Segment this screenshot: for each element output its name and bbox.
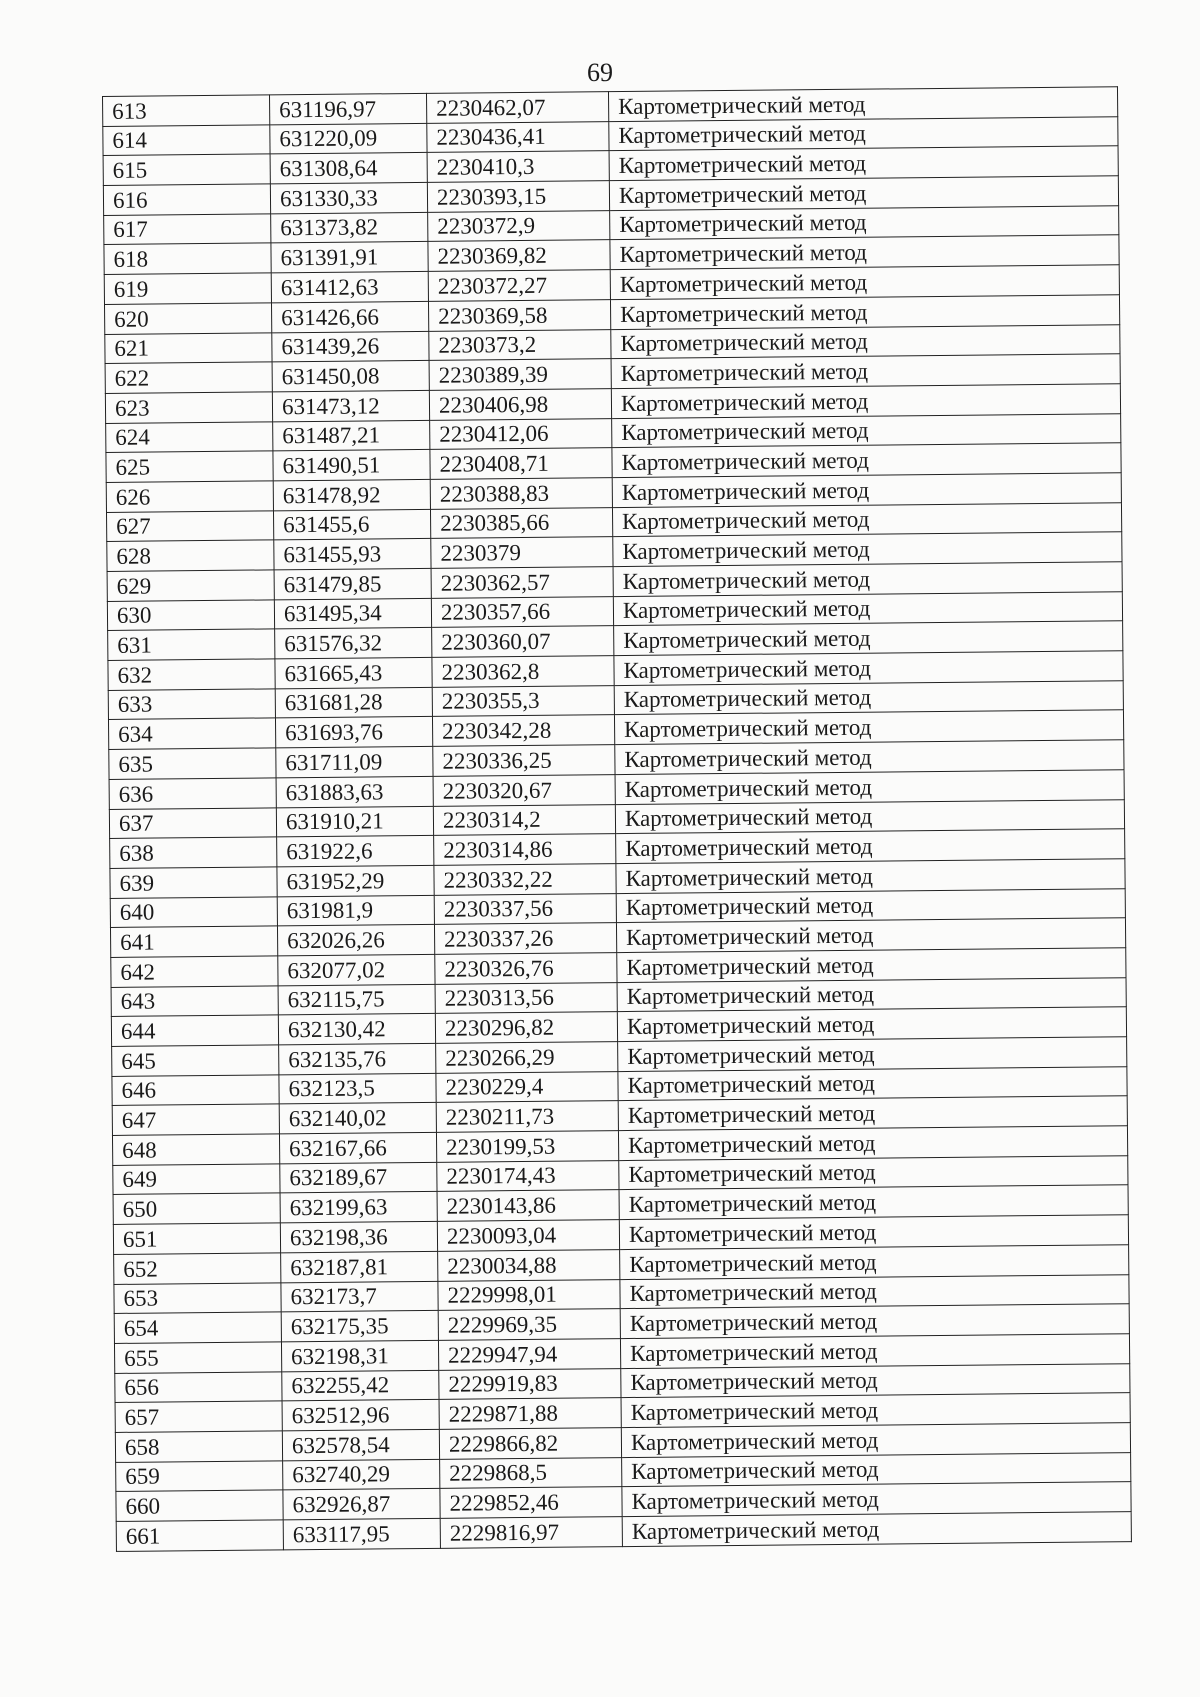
y-coordinate-cell: 2230372,27 bbox=[428, 270, 610, 301]
y-coordinate-cell: 2230199,53 bbox=[436, 1131, 618, 1162]
x-coordinate-cell: 632512,96 bbox=[282, 1400, 439, 1431]
x-coordinate-cell: 631479,85 bbox=[274, 568, 431, 599]
x-coordinate-cell: 631220,09 bbox=[270, 123, 427, 154]
x-coordinate-cell: 632255,42 bbox=[282, 1370, 439, 1401]
x-coordinate-cell: 632740,29 bbox=[283, 1459, 440, 1490]
point-number-cell: 622 bbox=[105, 362, 272, 393]
method-cell: Картометрический метод bbox=[619, 1215, 1128, 1250]
point-number-cell: 635 bbox=[109, 748, 276, 779]
method-cell: Картометрический метод bbox=[613, 562, 1122, 597]
x-coordinate-cell: 631490,51 bbox=[273, 450, 430, 481]
method-cell: Картометрический метод bbox=[618, 1037, 1127, 1072]
x-coordinate-cell: 631455,6 bbox=[273, 509, 430, 540]
point-number-cell: 644 bbox=[111, 1015, 278, 1046]
method-cell: Картометрический метод bbox=[617, 948, 1126, 983]
point-number-cell: 618 bbox=[104, 243, 271, 274]
x-coordinate-cell: 632123,5 bbox=[279, 1073, 436, 1104]
point-number-cell: 640 bbox=[110, 896, 277, 927]
x-coordinate-cell: 632926,87 bbox=[283, 1489, 440, 1520]
y-coordinate-cell: 2230337,56 bbox=[434, 893, 616, 924]
point-number-cell: 642 bbox=[111, 956, 278, 987]
y-coordinate-cell: 2230372,9 bbox=[428, 210, 610, 241]
point-number-cell: 628 bbox=[107, 540, 274, 571]
y-coordinate-cell: 2230360,07 bbox=[432, 626, 614, 657]
point-number-cell: 651 bbox=[113, 1223, 280, 1254]
point-number-cell: 641 bbox=[110, 926, 277, 957]
method-cell: Картометрический метод bbox=[621, 1363, 1130, 1398]
point-number-cell: 646 bbox=[112, 1075, 279, 1106]
x-coordinate-cell: 631478,92 bbox=[273, 479, 430, 510]
x-coordinate-cell: 631373,82 bbox=[271, 212, 428, 243]
method-cell: Картометрический метод bbox=[616, 888, 1125, 923]
point-number-cell: 657 bbox=[115, 1401, 282, 1432]
x-coordinate-cell: 631693,76 bbox=[275, 717, 432, 748]
y-coordinate-cell: 2230266,29 bbox=[436, 1042, 618, 1073]
point-number-cell: 629 bbox=[107, 570, 274, 601]
x-coordinate-cell: 631576,32 bbox=[275, 628, 432, 659]
y-coordinate-cell: 2229969,35 bbox=[438, 1309, 620, 1340]
x-coordinate-cell: 632175,35 bbox=[281, 1311, 438, 1342]
method-cell: Картометрический метод bbox=[612, 502, 1121, 537]
point-number-cell: 654 bbox=[114, 1312, 281, 1343]
method-cell: Картометрический метод bbox=[614, 680, 1123, 715]
x-coordinate-cell: 632115,75 bbox=[278, 984, 435, 1015]
point-number-cell: 660 bbox=[116, 1490, 283, 1521]
method-cell: Картометрический метод bbox=[619, 1185, 1128, 1220]
x-coordinate-cell: 631487,21 bbox=[273, 420, 430, 451]
method-cell: Картометрический метод bbox=[614, 710, 1123, 745]
x-coordinate-cell: 631455,93 bbox=[274, 539, 431, 570]
y-coordinate-cell: 2229998,01 bbox=[438, 1279, 620, 1310]
point-number-cell: 638 bbox=[110, 837, 277, 868]
coordinates-table bbox=[102, 86, 1132, 1551]
point-number-cell: 634 bbox=[108, 718, 275, 749]
method-cell: Картометрический метод bbox=[622, 1512, 1131, 1547]
method-cell: Картометрический метод bbox=[611, 324, 1120, 359]
y-coordinate-cell: 2230034,88 bbox=[438, 1249, 620, 1280]
y-coordinate-cell: 2230362,8 bbox=[432, 656, 614, 687]
point-number-cell: 648 bbox=[112, 1134, 279, 1165]
x-coordinate-cell: 632077,02 bbox=[278, 954, 435, 985]
y-coordinate-cell: 2230093,04 bbox=[437, 1220, 619, 1251]
y-coordinate-cell: 2229871,88 bbox=[439, 1398, 621, 1429]
point-number-cell: 613 bbox=[103, 95, 270, 126]
x-coordinate-cell: 631922,6 bbox=[277, 836, 434, 867]
x-coordinate-cell: 631952,29 bbox=[277, 865, 434, 896]
y-coordinate-cell: 2230314,86 bbox=[434, 834, 616, 865]
y-coordinate-cell: 2230408,71 bbox=[430, 448, 612, 479]
coordinates-table-container bbox=[102, 86, 1131, 1551]
point-number-cell: 649 bbox=[113, 1164, 280, 1195]
x-coordinate-cell: 631391,91 bbox=[271, 242, 428, 273]
point-number-cell: 614 bbox=[103, 125, 270, 156]
method-cell: Картометрический метод bbox=[615, 770, 1124, 805]
point-number-cell: 632 bbox=[108, 659, 275, 690]
x-coordinate-cell: 631711,09 bbox=[276, 746, 433, 777]
method-cell: Картометрический метод bbox=[608, 87, 1117, 122]
point-number-cell: 621 bbox=[105, 332, 272, 363]
y-coordinate-cell: 2230362,57 bbox=[431, 567, 613, 598]
method-cell: Картометрический метод bbox=[615, 799, 1124, 834]
x-coordinate-cell: 632578,54 bbox=[282, 1429, 439, 1460]
x-coordinate-cell: 632198,36 bbox=[280, 1221, 437, 1252]
point-number-cell: 650 bbox=[113, 1193, 280, 1224]
method-cell: Картометрический метод bbox=[617, 1007, 1126, 1042]
method-cell: Картометрический метод bbox=[609, 146, 1118, 181]
x-coordinate-cell: 632026,26 bbox=[277, 925, 434, 956]
point-number-cell: 647 bbox=[112, 1104, 279, 1135]
x-coordinate-cell: 631981,9 bbox=[277, 895, 434, 926]
method-cell: Картометрический метод bbox=[620, 1274, 1129, 1309]
x-coordinate-cell: 633117,95 bbox=[283, 1518, 440, 1549]
x-coordinate-cell: 631412,63 bbox=[271, 272, 428, 303]
method-cell: Картометрический метод bbox=[612, 473, 1121, 508]
y-coordinate-cell: 2230342,28 bbox=[432, 715, 614, 746]
y-coordinate-cell: 2230410,3 bbox=[427, 151, 609, 182]
point-number-cell: 617 bbox=[104, 214, 271, 245]
x-coordinate-cell: 632167,66 bbox=[279, 1132, 436, 1163]
x-coordinate-cell: 632187,81 bbox=[281, 1251, 438, 1282]
point-number-cell: 624 bbox=[106, 421, 273, 452]
y-coordinate-cell: 2230357,66 bbox=[431, 596, 613, 627]
y-coordinate-cell: 2230229,4 bbox=[436, 1071, 618, 1102]
method-cell: Картометрический метод bbox=[616, 918, 1125, 953]
method-cell: Картометрический метод bbox=[613, 532, 1122, 567]
method-cell: Картометрический метод bbox=[618, 1096, 1127, 1131]
y-coordinate-cell: 2230369,58 bbox=[428, 299, 610, 330]
y-coordinate-cell: 2230336,25 bbox=[433, 745, 615, 776]
y-coordinate-cell: 2230388,83 bbox=[430, 478, 612, 509]
x-coordinate-cell: 632135,76 bbox=[279, 1043, 436, 1074]
y-coordinate-cell: 2230174,43 bbox=[437, 1160, 619, 1191]
method-cell: Картометрический метод bbox=[618, 1126, 1127, 1161]
method-cell: Картометрический метод bbox=[620, 1304, 1129, 1339]
y-coordinate-cell: 2230436,41 bbox=[427, 121, 609, 152]
point-number-cell: 625 bbox=[106, 451, 273, 482]
x-coordinate-cell: 632140,02 bbox=[279, 1103, 436, 1134]
point-number-cell: 616 bbox=[103, 184, 270, 215]
point-number-cell: 615 bbox=[103, 154, 270, 185]
method-cell: Картометрический метод bbox=[615, 740, 1124, 775]
x-coordinate-cell: 631426,66 bbox=[271, 301, 428, 332]
y-coordinate-cell: 2230296,82 bbox=[435, 1012, 617, 1043]
point-number-cell: 652 bbox=[114, 1253, 281, 1284]
y-coordinate-cell: 2230320,67 bbox=[433, 774, 615, 805]
y-coordinate-cell: 2230373,2 bbox=[429, 329, 611, 360]
x-coordinate-cell: 632189,67 bbox=[280, 1162, 437, 1193]
y-coordinate-cell: 2230143,86 bbox=[437, 1190, 619, 1221]
method-cell: Картометрический метод bbox=[609, 116, 1118, 151]
coordinates-table-body bbox=[103, 87, 1132, 1551]
method-cell: Картометрический метод bbox=[609, 176, 1118, 211]
method-cell: Картометрический метод bbox=[611, 384, 1120, 419]
y-coordinate-cell: 2230393,15 bbox=[427, 181, 609, 212]
x-coordinate-cell: 632173,7 bbox=[281, 1281, 438, 1312]
method-cell: Картометрический метод bbox=[619, 1155, 1128, 1190]
y-coordinate-cell: 2230314,2 bbox=[433, 804, 615, 835]
point-number-cell: 626 bbox=[106, 481, 273, 512]
point-number-cell: 645 bbox=[112, 1045, 279, 1076]
x-coordinate-cell: 631196,97 bbox=[269, 93, 426, 124]
point-number-cell: 661 bbox=[116, 1520, 283, 1551]
point-number-cell: 620 bbox=[104, 303, 271, 334]
y-coordinate-cell: 2229852,46 bbox=[440, 1487, 622, 1518]
y-coordinate-cell: 2230406,98 bbox=[429, 388, 611, 419]
point-number-cell: 633 bbox=[108, 689, 275, 720]
y-coordinate-cell: 2230355,3 bbox=[432, 685, 614, 716]
x-coordinate-cell: 631330,33 bbox=[270, 182, 427, 213]
x-coordinate-cell: 632198,31 bbox=[281, 1340, 438, 1371]
point-number-cell: 643 bbox=[111, 985, 278, 1016]
method-cell: Картометрический метод bbox=[618, 1066, 1127, 1101]
point-number-cell: 627 bbox=[106, 510, 273, 541]
method-cell: Картометрический метод bbox=[616, 829, 1125, 864]
point-number-cell: 658 bbox=[115, 1431, 282, 1462]
point-number-cell: 639 bbox=[110, 867, 277, 898]
x-coordinate-cell: 631439,26 bbox=[272, 331, 429, 362]
point-number-cell: 656 bbox=[115, 1371, 282, 1402]
y-coordinate-cell: 2230389,39 bbox=[429, 359, 611, 390]
y-coordinate-cell: 2229868,5 bbox=[440, 1457, 622, 1488]
method-cell: Картометрический метод bbox=[622, 1452, 1131, 1487]
y-coordinate-cell: 2229947,94 bbox=[438, 1338, 620, 1369]
y-coordinate-cell: 2230462,07 bbox=[426, 92, 608, 123]
y-coordinate-cell: 2230313,56 bbox=[435, 982, 617, 1013]
x-coordinate-cell: 631883,63 bbox=[276, 776, 433, 807]
method-cell: Картометрический метод bbox=[610, 235, 1119, 270]
method-cell: Картометрический метод bbox=[620, 1245, 1129, 1280]
method-cell: Картометрический метод bbox=[620, 1334, 1129, 1369]
y-coordinate-cell: 2230332,22 bbox=[434, 863, 616, 894]
y-coordinate-cell: 2230211,73 bbox=[436, 1101, 618, 1132]
method-cell: Картометрический метод bbox=[613, 591, 1122, 626]
method-cell: Картометрический метод bbox=[611, 354, 1120, 389]
method-cell: Картометрический метод bbox=[610, 295, 1119, 330]
method-cell: Картометрический метод bbox=[610, 265, 1119, 300]
method-cell: Картометрический метод bbox=[621, 1393, 1130, 1428]
method-cell: Картометрический метод bbox=[612, 443, 1121, 478]
point-number-cell: 623 bbox=[105, 392, 272, 423]
y-coordinate-cell: 2230369,82 bbox=[428, 240, 610, 271]
method-cell: Картометрический метод bbox=[616, 859, 1125, 894]
x-coordinate-cell: 631473,12 bbox=[272, 390, 429, 421]
method-cell: Картометрический метод bbox=[622, 1482, 1131, 1517]
y-coordinate-cell: 2230326,76 bbox=[435, 953, 617, 984]
x-coordinate-cell: 631665,43 bbox=[275, 657, 432, 688]
x-coordinate-cell: 632199,63 bbox=[280, 1192, 437, 1223]
y-coordinate-cell: 2230379 bbox=[431, 537, 613, 568]
y-coordinate-cell: 2229816,97 bbox=[440, 1517, 622, 1548]
point-number-cell: 630 bbox=[107, 600, 274, 631]
y-coordinate-cell: 2229866,82 bbox=[439, 1428, 621, 1459]
y-coordinate-cell: 2229919,83 bbox=[439, 1368, 621, 1399]
y-coordinate-cell: 2230385,66 bbox=[430, 507, 612, 538]
point-number-cell: 653 bbox=[114, 1282, 281, 1313]
method-cell: Картометрический метод bbox=[614, 621, 1123, 656]
x-coordinate-cell: 631495,34 bbox=[274, 598, 431, 629]
method-cell: Картометрический метод bbox=[614, 651, 1123, 686]
y-coordinate-cell: 2230337,26 bbox=[434, 923, 616, 954]
method-cell: Картометрический метод bbox=[610, 205, 1119, 240]
point-number-cell: 659 bbox=[116, 1460, 283, 1491]
x-coordinate-cell: 631910,21 bbox=[276, 806, 433, 837]
x-coordinate-cell: 631308,64 bbox=[270, 153, 427, 184]
method-cell: Картометрический метод bbox=[612, 413, 1121, 448]
point-number-cell: 636 bbox=[109, 778, 276, 809]
x-coordinate-cell: 631681,28 bbox=[275, 687, 432, 718]
point-number-cell: 655 bbox=[114, 1342, 281, 1373]
method-cell: Картометрический метод bbox=[621, 1423, 1130, 1458]
x-coordinate-cell: 631450,08 bbox=[272, 361, 429, 392]
y-coordinate-cell: 2230412,06 bbox=[430, 418, 612, 449]
point-number-cell: 637 bbox=[109, 807, 276, 838]
x-coordinate-cell: 632130,42 bbox=[278, 1014, 435, 1045]
point-number-cell: 619 bbox=[104, 273, 271, 304]
page-number: 69 bbox=[587, 58, 613, 87]
method-cell: Картометрический метод bbox=[617, 977, 1126, 1012]
point-number-cell: 631 bbox=[108, 629, 275, 660]
